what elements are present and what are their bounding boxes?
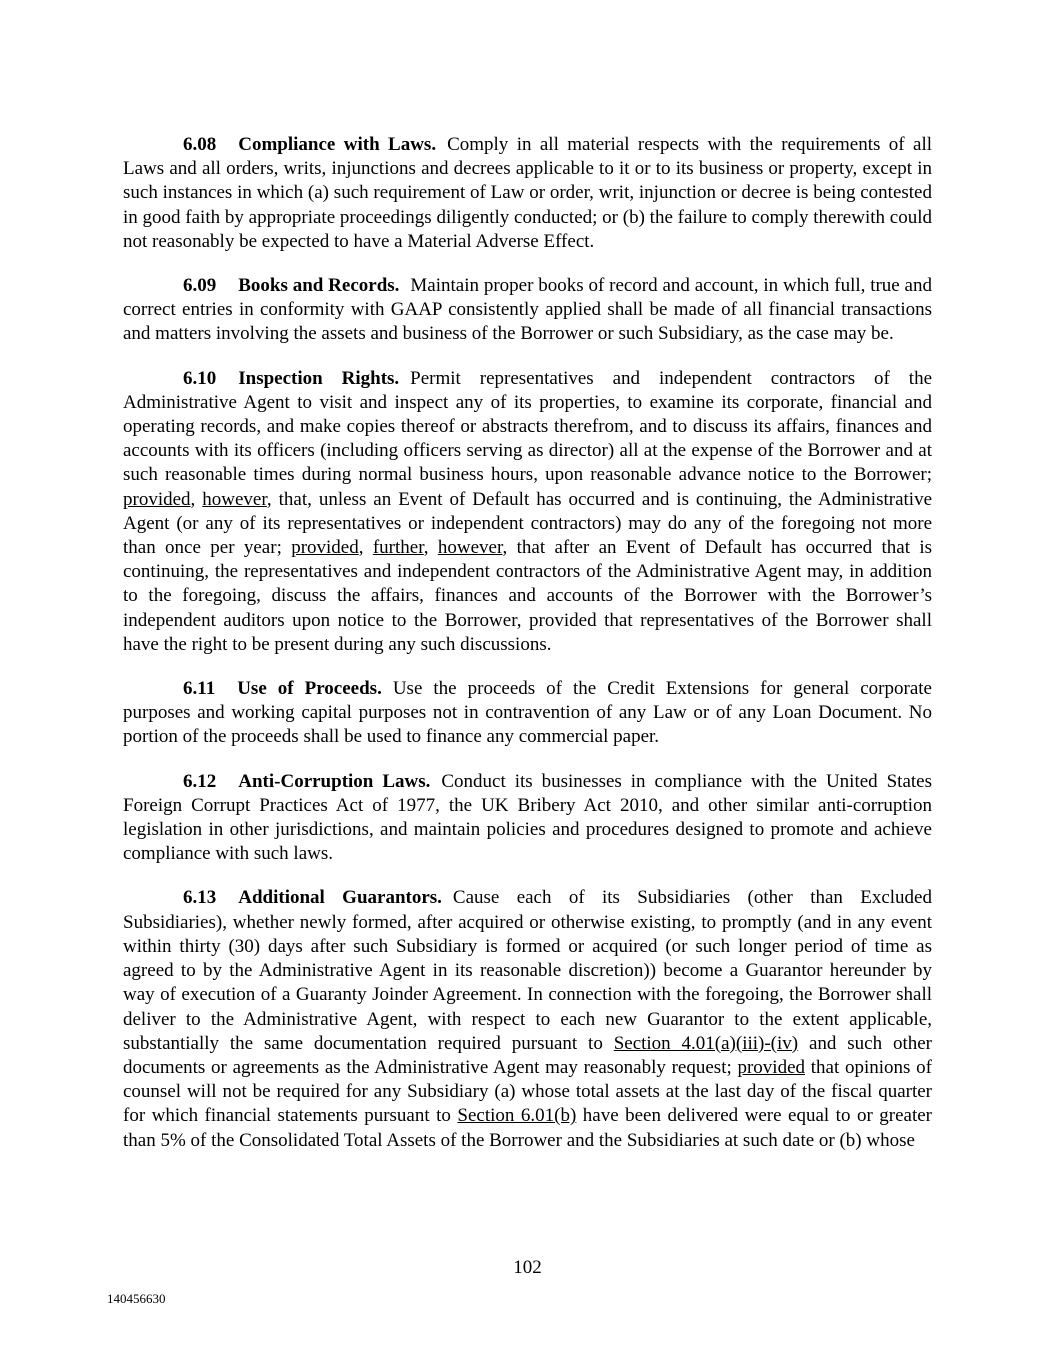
section-6-12 <box>123 770 932 867</box>
section-number: 6.10 <box>183 367 217 389</box>
section-6-11 <box>123 677 932 750</box>
section-title: Use of Proceeds. <box>237 678 382 700</box>
section-title: Inspection Rights. <box>238 367 400 389</box>
document-id-footer: 140456630 <box>107 1291 166 1306</box>
page-number: 102 <box>513 1257 542 1278</box>
section-body: Conduct its businesses in compliance with the United States Foreign Corrupt Practices Act of 1977, the UK Bribery Act 2010, and other similar anti-corruption legislation in other jurisdictions, and maintain policies and procedures designed to promote and achieve compliance with such laws. <box>123 770 932 865</box>
section-6-08 <box>123 133 932 254</box>
section-6-09 <box>123 274 932 347</box>
section-6-10 <box>123 367 932 657</box>
section-title: Compliance with Laws. <box>238 134 437 155</box>
section-body: Comply in all material respects with the requirements of all Laws and all orders, writs, injunctions and decrees applicable to it or to its business or property, except in such instances in which (a) such requirement of Law or order, writ, injunction or decree is being contested in good faith by appropriate proceedings diligently conducted; or (b) the failure to comply therewith could not reasonably be expected to have a Material Adverse Effect. <box>123 134 932 252</box>
section-body: Cause each of its Subsidiaries (other than Excluded Subsidiaries), whether newly formed, after acquired or otherwise existing, to promptly (and in any event within thirty (30) days after such Subsidiary is formed or acquired (or such longer period of time as agreed to by the Administrative Agent in its reasonable discretion)) become a Guarantor hereunder by way of execution of a Guaranty Joinder Agreement. In connection with the foregoing, the Borrower shall deliver to the Administrative Agent, with respect to each new Guarantor to the extent applicable, substantially the same documentation required pursuant to Section 4.01(a)(iii)-(iv) and such other documents or agreements as the Administrative Agent may reasonably request; provided that opinions of counsel will not be required for any Subsidiary (a) whose total assets at the last day of the fiscal quarter for which financial statements pursuant to Section 6.01(b) have been delivered were equal to or greater than 5% of the Consolidated Total Assets of the Borrower and the Subsidiaries at such date or (b) whose <box>123 887 932 1151</box>
section-number: 6.08 <box>183 134 217 155</box>
section-number: 6.11 <box>183 678 216 700</box>
section-title: Anti-Corruption Laws. <box>238 770 431 792</box>
section-6-13 <box>123 886 932 1152</box>
section-number: 6.09 <box>183 275 217 297</box>
section-number: 6.13 <box>183 887 217 909</box>
section-title: Additional Guarantors. <box>238 887 442 909</box>
section-body: Permit representatives and independent contractors of the Administrative Agent to visit and inspect any of its properties, to examine its corporate, financial and operating records, and make copies thereof or abstracts therefrom, and to discuss its affairs, finances and accounts with its officers (including officers serving as director) all at the expense of the Borrower and at such reasonable times during normal business hours, upon reasonable advance notice to the Borrower; provided, however, that, unless an Event of Default has occurred and is continuing, the Administrative Agent (or any of its representatives or independent contractors) may do any of the foregoing not more than once per year; provided, further, however, that after an Event of Default has occurred that is continuing, the representatives and independent contractors of the Administrative Agent may, in addition to the foregoing, discuss the affairs, finances and accounts of the Borrower with the Borrower’s independent auditors upon notice to the Borrower, provided that representatives of the Borrower shall have the right to be present during any such discussions. <box>123 367 933 655</box>
section-number: 6.12 <box>183 770 217 792</box>
section-title: Books and Records. <box>238 275 400 297</box>
section-body: Maintain proper books of record and account, in which full, true and correct entries in conformity with GAAP consistently applied shall be made of all financial transactions and matters involving the assets and business of the Borrower or such Subsidiary, as the case may be. <box>123 275 932 345</box>
document-body <box>123 133 932 1173</box>
section-body: Use the proceeds of the Credit Extensions for general corporate purposes and working capital purposes not in contravention of any Law or of any Loan Document. No portion of the proceeds shall be used to finance any commercial paper. <box>123 678 932 748</box>
